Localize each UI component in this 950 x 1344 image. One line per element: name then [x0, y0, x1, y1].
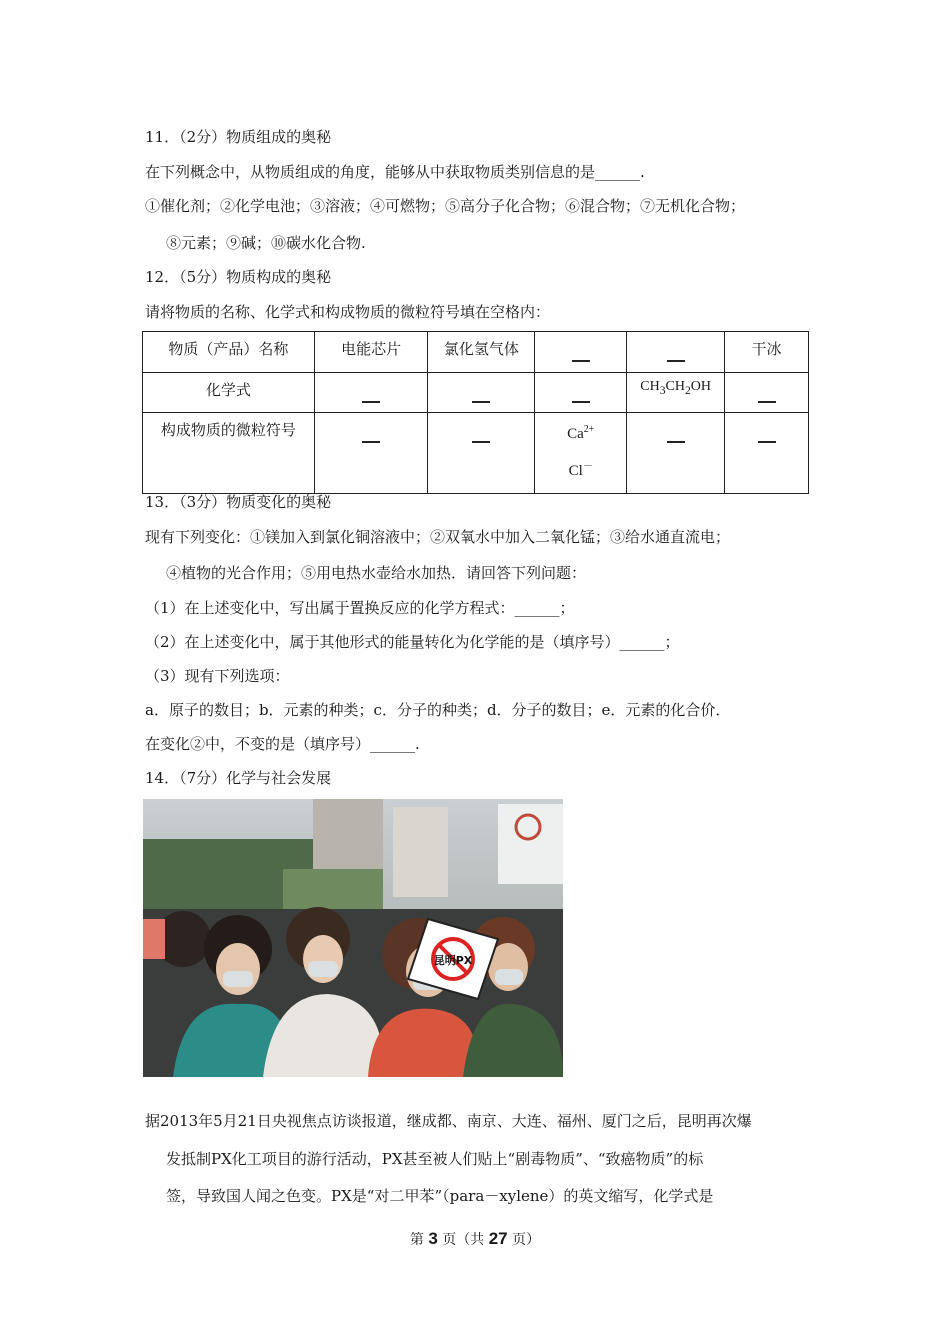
footer-page-number: 3 — [428, 1229, 438, 1248]
q13-line5: （3）现有下列选项： — [145, 667, 290, 685]
row-header-particle: 构成物质的微粒符号 — [143, 413, 315, 494]
q14-para2: 发抵制PX化工项目的游行活动，PX甚至被人们贴上“剧毒物质”、“致癌物质”的标 — [166, 1150, 704, 1168]
q13-line7: 在变化②中，不变的是（填序号）______. — [145, 735, 420, 753]
cell-blank — [725, 373, 809, 413]
blank-dash — [758, 441, 776, 443]
cell-name-dry-ice: 干冰 — [725, 332, 809, 373]
row-header-name: 物质（产品）名称 — [143, 332, 315, 373]
cell-blank — [627, 332, 725, 373]
q11-title: 11．（2分）物质组成的奥秘 — [145, 128, 332, 146]
table-row — [143, 373, 809, 413]
blank-dash — [572, 360, 590, 362]
footer-total-pages: 27 — [488, 1229, 508, 1248]
cell-blank — [535, 373, 627, 413]
cell-formula-ethanol: $CH_3CH_2OH$ — [627, 373, 725, 413]
cell-blank — [314, 413, 428, 494]
q11-line3: ⑧元素；⑨碱；⑩碳水化合物. — [166, 234, 366, 252]
q13-line3: （1）在上述变化中，写出属于置换反应的化学方程式：______； — [145, 599, 575, 617]
footer-mid: 页（共 — [442, 1232, 485, 1248]
ion-chloride: Cl－ — [568, 461, 593, 479]
q12-title: 12．（5分）物质构成的奥秘 — [145, 268, 332, 286]
blank-dash — [472, 441, 490, 443]
protest-sign-text: 昆明PX — [433, 954, 473, 967]
q14-para3: 签，导致国人闻之色变。PX是“对二甲苯”（para－xylene）的英文缩写，化学式是 — [166, 1187, 714, 1205]
cell-blank — [725, 413, 809, 494]
cell-ions — [535, 413, 627, 494]
row-header-formula: 化学式 — [143, 373, 315, 413]
blank-dash — [758, 401, 776, 403]
q14-title: 14．（7分）化学与社会发展 — [145, 769, 332, 787]
cell-name-chip: 电能芯片 — [314, 332, 428, 373]
q14-para1: 据2013年5月21日央视焦点访谈报道，继成都、南京、大连、福州、厦门之后，昆明再次爆 — [145, 1112, 752, 1130]
q13-line2: ④植物的光合作用；⑤用电热水壶给水加热．请回答下列问题： — [166, 564, 587, 582]
page-footer — [0, 1229, 950, 1249]
cell-blank — [627, 413, 725, 494]
q11-line2: ①催化剂；②化学电池；③溶液；④可燃物；⑤高分子化合物；⑥混合物；⑦无机化合物； — [145, 197, 746, 215]
protest-photo — [143, 799, 563, 1077]
cell-blank — [314, 373, 428, 413]
substance-table — [142, 331, 809, 494]
ion-calcium: $Ca^{2+}$ — [567, 424, 595, 442]
blank-dash — [667, 441, 685, 443]
blank-dash — [572, 401, 590, 403]
cell-blank — [428, 373, 535, 413]
blank-dash — [472, 401, 490, 403]
blank-dash — [362, 441, 380, 443]
table-row — [143, 332, 809, 373]
protest-photo-illustration — [143, 799, 563, 1077]
q11-line1: 在下列概念中，从物质组成的角度，能够从中获取物质类别信息的是______. — [145, 163, 645, 181]
blank-dash — [667, 360, 685, 362]
footer-pre: 第 — [409, 1232, 424, 1248]
table-row — [143, 413, 809, 494]
q12-line1: 请将物质的名称、化学式和构成物质的微粒符号填在空格内： — [145, 303, 551, 321]
q13-title: 13．（3分）物质变化的奥秘 — [145, 493, 332, 511]
footer-post: 页） — [512, 1232, 541, 1248]
q13-line1: 现有下列变化：①镁加入到氯化铜溶液中；②双氧水中加入二氧化锰；③给水通直流电； — [145, 528, 731, 546]
q13-line6: a．原子的数目；b．元素的种类；c．分子的种类；d．分子的数目；e．元素的化合价． — [145, 701, 731, 719]
cell-name-hcl: 氯化氢气体 — [428, 332, 535, 373]
q13-line4: （2）在上述变化中，属于其他形式的能量转化为化学能的是（填序号）______； — [145, 633, 680, 651]
blank-dash — [362, 401, 380, 403]
cell-blank — [428, 413, 535, 494]
cell-blank — [535, 332, 627, 373]
